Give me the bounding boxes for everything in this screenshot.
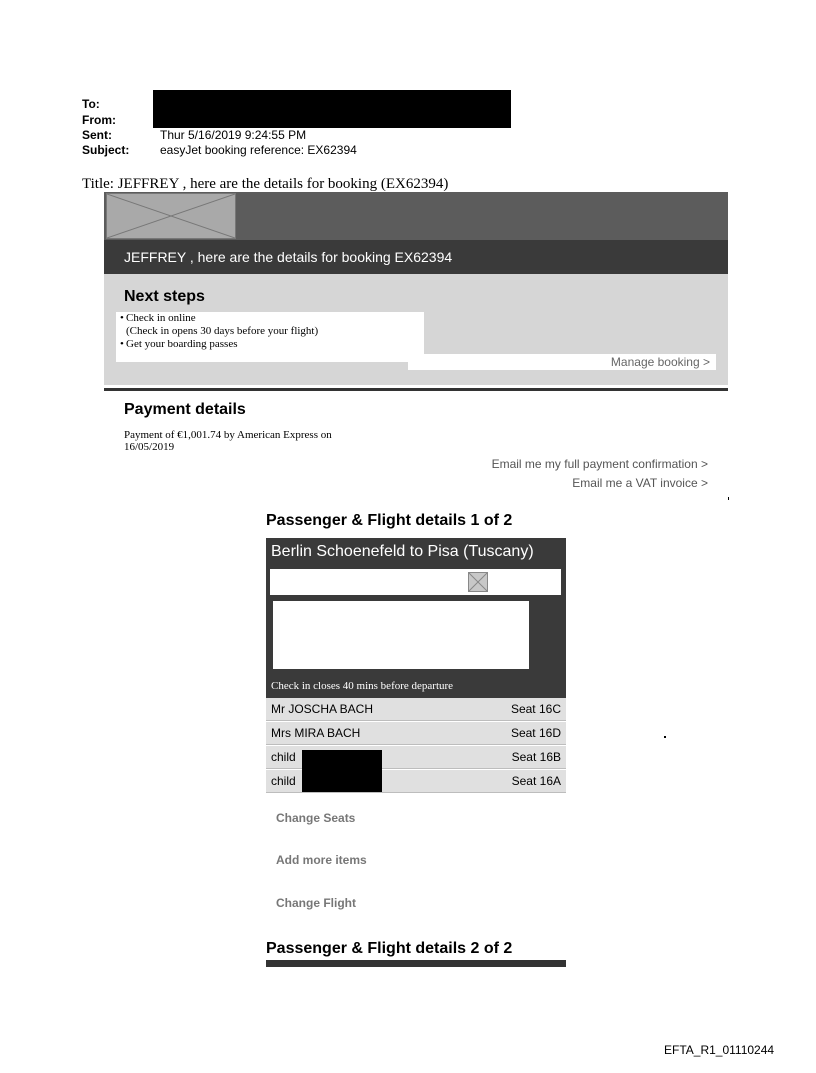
- flight-details-1-heading: Passenger & Flight details 1 of 2: [266, 512, 513, 529]
- passenger-name: child: [271, 750, 296, 764]
- next-steps-heading: Next steps: [124, 288, 205, 305]
- passenger-name: child: [271, 774, 296, 788]
- passenger-seat: Seat 16A: [511, 774, 561, 788]
- subject-label: Subject:: [82, 143, 130, 157]
- passenger-row: [266, 722, 566, 745]
- checkin-note: Check in closes 40 mins before departure: [271, 680, 454, 692]
- redaction-block: [153, 90, 511, 128]
- stray-mark: [728, 497, 729, 500]
- steps-list-box: [116, 312, 424, 362]
- passenger-name: Mrs MIRA BACH: [271, 726, 361, 740]
- step-check-in: • Check in online: [120, 312, 196, 324]
- logo-band: [104, 192, 728, 240]
- flight-2-bar: [266, 960, 566, 967]
- sent-label: Sent:: [82, 128, 112, 142]
- flight-info-box: [273, 601, 529, 669]
- manage-booking-link[interactable]: Manage booking >: [408, 354, 716, 370]
- add-items-link[interactable]: Add more items: [276, 853, 367, 867]
- bullet-icon: •: [120, 338, 124, 350]
- flight-info-strip: [270, 569, 561, 595]
- from-label: From:: [82, 113, 116, 127]
- booking-banner: [104, 192, 728, 391]
- subject-value: easyJet booking reference: EX62394: [160, 143, 357, 157]
- to-label: To:: [82, 97, 100, 111]
- image-placeholder-icon: [468, 572, 488, 592]
- step-boarding: • Get your boarding passes: [120, 338, 238, 350]
- payment-text: Payment of €1,001.74 by American Express on 16/05/2019: [124, 429, 332, 453]
- redaction-block: [302, 750, 382, 792]
- bullet-icon: •: [120, 312, 124, 324]
- next-steps-panel: [104, 274, 728, 385]
- passenger-row: [266, 698, 566, 721]
- logo-placeholder-image: [106, 193, 236, 239]
- banner-title-bar: [104, 240, 728, 274]
- banner-title: JEFFREY , here are the details for booking EX62394: [124, 249, 453, 265]
- flight-details-2-heading: Passenger & Flight details 2 of 2: [266, 940, 513, 957]
- document-id: EFTA_R1_01110244: [664, 1043, 775, 1057]
- passenger-name: Mr JOSCHA BACH: [271, 702, 374, 716]
- vat-invoice-link[interactable]: Email me a VAT invoice >: [572, 476, 708, 490]
- passenger-seat: Seat 16C: [510, 702, 561, 716]
- step-check-in-note: (Check in opens 30 days before your flight): [126, 325, 319, 337]
- stray-mark: [664, 736, 666, 738]
- sent-value: Thur 5/16/2019 9:24:55 PM: [160, 128, 307, 142]
- change-seats-link[interactable]: Change Seats: [276, 811, 356, 825]
- flight-route: Berlin Schoenefeld to Pisa (Tuscany): [271, 543, 534, 560]
- payment-confirmation-link[interactable]: Email me my full payment confirmation >: [491, 457, 708, 471]
- passenger-seat: Seat 16D: [510, 726, 561, 740]
- payment-heading: Payment details: [124, 401, 246, 418]
- flight-card: [266, 538, 566, 698]
- change-flight-link[interactable]: Change Flight: [276, 896, 356, 910]
- passenger-seat: Seat 16B: [511, 750, 561, 764]
- document-title: Title: JEFFREY , here are the details for booking (EX62394): [82, 176, 449, 192]
